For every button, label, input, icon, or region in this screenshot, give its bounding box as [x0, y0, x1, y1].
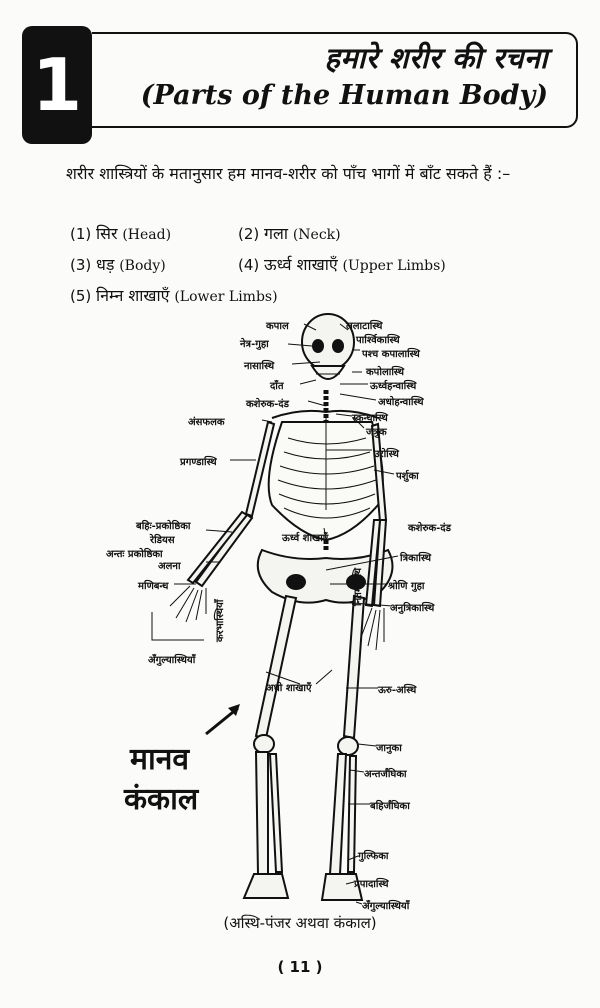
- list-item: [238, 253, 446, 275]
- part-name-hindi: सिर: [96, 224, 118, 243]
- part-name-hindi: निम्न शाखाएँ: [96, 286, 170, 305]
- part-number: (4): [238, 256, 260, 274]
- label-paschkapalasthi: पश्च कपालास्थि: [362, 349, 420, 360]
- page-number: ( 11 ): [277, 958, 323, 976]
- label-kasheruk-dand-right: कशेरुक-दंड: [408, 523, 451, 534]
- label-antarjanghika: अन्तर्जंघिका: [364, 769, 407, 780]
- label-daant: दाँत: [270, 381, 284, 392]
- part-number: (2): [238, 225, 260, 243]
- label-prapadasthi: प्रपादास्थि: [354, 879, 389, 890]
- label-manav: मानव: [130, 742, 190, 777]
- label-alna: अलना: [158, 561, 181, 572]
- label-gulphika: गुल्फिका: [358, 851, 389, 862]
- label-karabhasthiyan: करभास्थियाँ: [215, 599, 226, 642]
- part-number: (5): [70, 287, 92, 305]
- figure-caption: (अस्थि-पंजर अथवा कंकाल): [223, 914, 377, 932]
- label-nasasthi: नासास्थि: [244, 361, 275, 372]
- label-adhohanvasthi: अधोहन्वास्थि: [378, 397, 424, 408]
- part-name-english: (Head): [122, 227, 172, 243]
- label-bahi-prakoshthika: बहिः-प्रकोष्ठिका: [136, 521, 191, 532]
- label-angulyasthiyan-foot: अँगुल्यास्थियाँ: [362, 901, 410, 912]
- label-ansphalak: अंसफलक: [188, 417, 225, 428]
- skeleton-figure: [0, 300, 600, 950]
- list-item: [70, 222, 171, 244]
- label-angulyasthiyan-hand: अँगुल्यास्थियाँ: [148, 655, 196, 666]
- chapter-title-hindi: हमारे शरीर की रचना: [324, 41, 548, 75]
- label-urdhva-shakhayen: ऊर्ध्व शाखाएँ: [282, 533, 329, 544]
- chapter-title-box: [92, 32, 578, 128]
- skeleton-illustration: [0, 300, 600, 950]
- intro-paragraph: शरीर शास्त्रियों के मतानुसार हम मानव-शरीर को पाँच भागों में बाँट सकते हैं :–: [66, 164, 511, 183]
- chapter-title-english: (Parts of the Human Body): [140, 80, 548, 111]
- part-name-hindi: ऊर्ध्व शाखाएँ: [264, 255, 338, 274]
- label-adho-shakhayen: अधो शाखाएँ: [266, 683, 312, 694]
- label-skandhasthi: स्कन्धास्थि: [352, 413, 388, 424]
- label-urdhvahanvasthi: ऊर्ध्वहन्वास्थि: [370, 381, 417, 392]
- label-kapal: कपाल: [266, 321, 289, 332]
- label-netra-guha: नेत्र-गुहा: [240, 339, 269, 350]
- label-antah-prakoshthika: अन्तः प्रकोष्ठिका: [106, 549, 163, 560]
- label-jatruk: जत्रुक: [366, 427, 387, 438]
- label-pragandasthi: प्रगण्डास्थि: [180, 457, 217, 468]
- part-name-english: (Body): [119, 258, 166, 274]
- part-name-english: (Upper Limbs): [342, 258, 446, 274]
- label-kasheruk-dand-top: कशेरुक-दंड: [246, 399, 289, 410]
- part-number: (3): [70, 256, 92, 274]
- label-shroni-guha: श्रोणि गुहा: [388, 581, 425, 592]
- part-name-english: (Lower Limbs): [174, 289, 278, 305]
- label-januka: जानुका: [376, 743, 402, 754]
- label-parshuka: पर्शुका: [396, 471, 419, 482]
- label-bahirjanghika: बहिर्जंघिका: [370, 801, 410, 812]
- list-item: [238, 222, 341, 244]
- label-nitambasthi: नितम्बास्थि: [353, 567, 364, 606]
- label-urosthi: उरोस्थि: [374, 449, 399, 460]
- part-number: (1): [70, 225, 92, 243]
- label-anutrikasthi: अनुत्रिकास्थि: [390, 603, 435, 614]
- label-kapolasthi: कपोलास्थि: [366, 367, 404, 378]
- part-name-hindi: धड़: [96, 255, 115, 274]
- label-lalatasthi: ललाटास्थि: [346, 321, 383, 332]
- label-uru-asthi: ऊरु-अस्थि: [378, 685, 417, 696]
- part-name-hindi: गला: [264, 224, 289, 243]
- chapter-number-badge: 1: [22, 26, 92, 144]
- label-trikasthi: त्रिकास्थि: [400, 553, 432, 564]
- part-name-english: (Neck): [292, 227, 341, 243]
- list-item: [70, 253, 166, 275]
- label-kankal: कंकाल: [124, 782, 199, 817]
- label-parshvikasthi: पार्श्विकास्थि: [356, 335, 400, 346]
- label-radius: रेडियस: [150, 535, 175, 546]
- label-manibandh: मणिबन्ध: [138, 581, 169, 592]
